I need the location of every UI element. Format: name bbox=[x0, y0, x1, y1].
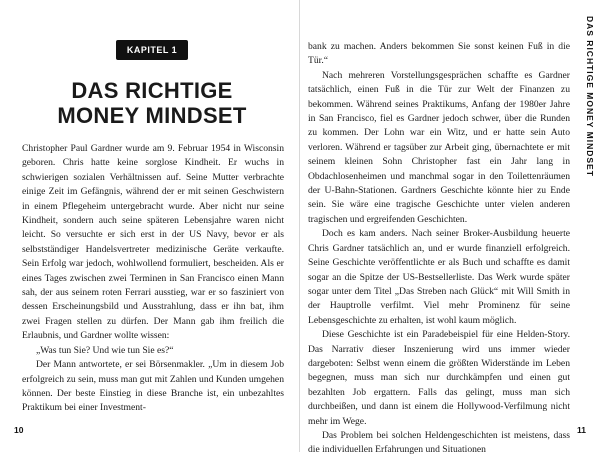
paragraph: „Was tun Sie? Und wie tun Sie es?“ bbox=[36, 344, 174, 356]
chapter-title-line-1: DAS RICHTIGE bbox=[71, 78, 233, 103]
right-page bbox=[300, 0, 600, 456]
chapter-title-line-2: MONEY MINDSET bbox=[57, 103, 247, 128]
running-head: DAS RICHTIGE MONEY MINDSET bbox=[585, 16, 595, 177]
paragraph-continuation: bank zu machen. Anders bekommen Sie sonst keinen Fuß in die Tür.“ bbox=[308, 41, 570, 67]
chapter-title bbox=[40, 78, 264, 128]
paragraph: Doch es kam anders. Nach seiner Broker-Ausbildung heuerte Chris Gardner tatsächlich an, und er wurde finanziell erfolgreich. Seine Geschichte veröffentlichte er als Buch und schaffte es damit sogar an die Spitze der US-Bestsellerliste. Das Werk wurde später sogar unter dem Titel „Das Streben nach Glück“ mit Will Smith in der Hauptrolle verfilmt. Viel mehr Prominenz für seine Lebensgeschichte zu erhalten, ist wohl kaum möglich. bbox=[308, 228, 570, 326]
paragraph: Diese Geschichte ist ein Paradebeispiel für eine Helden-Story. Das Narrativ dieser Inszenierung wird uns immer wieder dargeboten: Selbst wenn einem die größten Widerstände im Leben begegnen, muss man sich nur durchkämpfen und einen gut bezahlten Job ergattern. Falls das gelingt, muss man sich durchbeißen, und dann ist einem die Hollywood-Verfilmung nicht mehr im Wege. bbox=[308, 329, 570, 427]
left-page bbox=[0, 0, 300, 452]
page-number-left: 10 bbox=[14, 425, 24, 435]
paragraph: Christopher Paul Gardner wurde am 9. Februar 1954 in Wisconsin geboren. Chris hatte keine sorglose Kindheit. Er wuchs in schwierigen sozialen Verhältnissen auf. Seine Mutter verbrachte einige Zeit im Gefängnis, während der er mit seinen Geschwistern in einem Pflegeheim untergebracht wurde. Aber nicht nur seine Kindheit, sondern auch seine späteren Lebensjahre waren nicht leicht. So versuchte er sich erst in der US Navy, bevor er als selbstständiger Handelsvertreter medizinische Geräte verkaufte. Sein Erfolg war jedoch, wohlwollend formuliert, bescheiden. Als er eines Tages zwischen zwei Terminen in San Francisco einen Mann sah, der aus seinem roten Ferrari ausstieg, war er so fasziniert von dessen Erscheinungsbild und Ausstrahlung, dass er ihn bat, ihm zwei Fragen stellen zu dürfen. Der Mann gab ihm freilich die Erlaubnis, und Gardner wollte wissen: bbox=[22, 143, 284, 342]
page-number-right: 11 bbox=[577, 425, 586, 435]
paragraph: Der Mann antwortete, er sei Börsenmakler. „Um in diesem Job erfolgreich zu sein, muss man gut mit Zahlen und Kunden umgehen können. Der beste Einstieg in diese Branche ist, ein unbezahltes Praktikum bei einer Investment- bbox=[22, 359, 284, 414]
left-body-text bbox=[22, 142, 284, 416]
chapter-label: KAPITEL 1 bbox=[116, 40, 188, 60]
paragraph: Nach mehreren Vorstellungsgesprächen schaffte es Gardner tatsächlich, einen Fuß in die Tür zur Welt der Finanzen zu bekommen. Während seines Praktikums, Anfang der 1980er Jahre in San Francisco, fiel es Gardner jedoch schwer, über die Runden zu kommen. Der Lohn war ein Witz, und er hatte sein Auto verloren. Während er tagsüber zur Arbeit ging, übernachtete er mit seinem kleinen Sohn Christopher fast ein Jahr lang in Obdachlosenheimen und manchmal sogar in den Toilettenräumen der U-Bahn-Stationen. Gardners Geschichte könnte hier zu Ende sein. Sie wäre eine tragische Geschichte unter vielen anderen tragischen und ergreifenden Geschichten. bbox=[308, 69, 570, 225]
paragraph: Das Problem bei solchen Heldengeschichten ist meistens, dass die individuellen Erfahrungen und Situationen bbox=[308, 429, 570, 456]
right-body-text bbox=[308, 40, 570, 458]
